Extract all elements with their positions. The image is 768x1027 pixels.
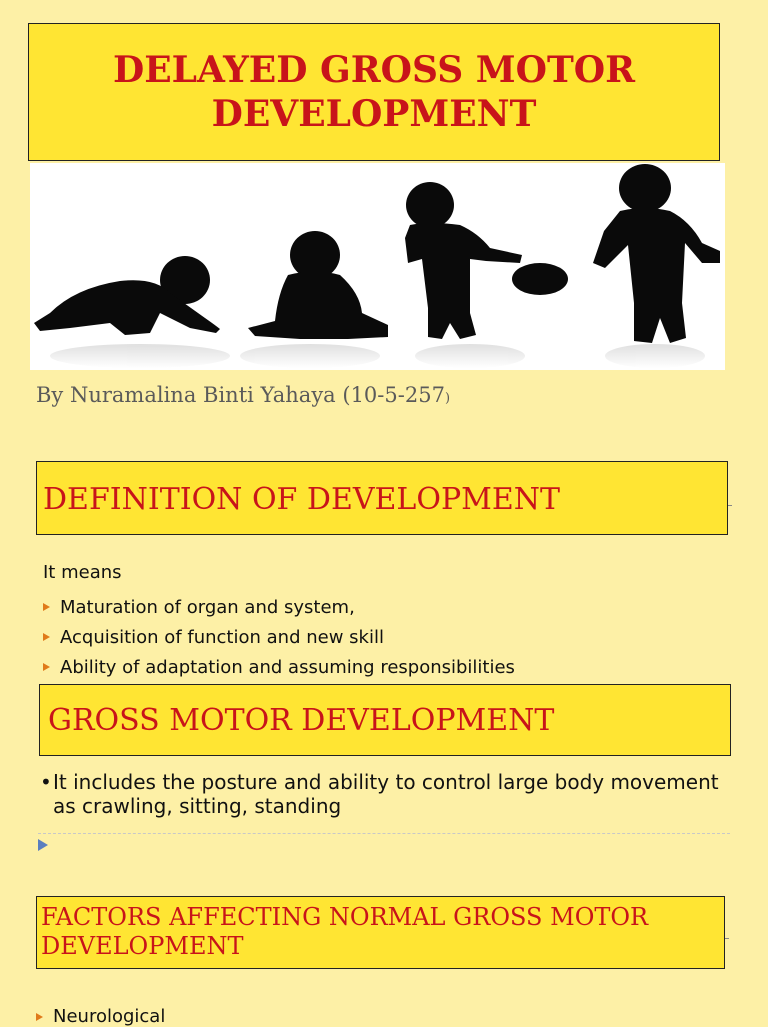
list-item	[43, 592, 515, 622]
sitting-baby-silhouette	[248, 231, 388, 339]
author-byline-text: By Nuramalina Binti Yahaya (10-5-257	[36, 383, 445, 407]
development-stages-illustration	[30, 163, 725, 370]
definition-heading-box	[36, 461, 728, 535]
divider-tick	[728, 505, 732, 506]
gross-motor-heading-box	[39, 684, 731, 756]
reflection-shadows	[50, 344, 705, 368]
list-item	[43, 622, 515, 652]
toddler-with-ball-silhouette	[405, 182, 568, 339]
factors-heading-box	[36, 896, 725, 969]
triangle-bullet-icon	[43, 603, 50, 611]
standing-child-silhouette	[593, 164, 720, 343]
divider-tick	[725, 938, 729, 939]
page-title: DELAYED GROSS MOTOR DEVELOPMENT	[112, 49, 636, 135]
triangle-bullet-icon	[43, 633, 50, 641]
dashed-divider	[38, 833, 730, 834]
gross-motor-heading: GROSS MOTOR DEVELOPMENT	[48, 703, 555, 738]
definition-intro: It means	[43, 562, 122, 583]
title-box	[28, 23, 720, 161]
author-byline	[36, 383, 450, 407]
bullet-dot-icon: •	[40, 770, 52, 794]
child-silhouettes-image	[30, 163, 725, 370]
factors-list-item-text: Neurological	[53, 1006, 166, 1027]
definition-bullet-list	[43, 592, 515, 682]
list-item-text: Maturation of organ and system,	[60, 596, 355, 618]
list-item-text: Ability of adaptation and assuming responsibilities	[60, 656, 515, 678]
gross-motor-bullet	[40, 770, 720, 818]
definition-heading: DEFINITION OF DEVELOPMENT	[43, 482, 561, 517]
list-item-text: Acquisition of function and new skill	[60, 626, 384, 648]
triangle-bullet-icon	[36, 1013, 43, 1021]
triangle-bullet-icon	[43, 663, 50, 671]
gross-motor-bullet-text: It includes the posture and ability to control large body movement as crawling, sitting, standing	[53, 770, 719, 818]
author-byline-tail: )	[444, 391, 451, 406]
play-triangle-icon	[38, 839, 48, 851]
list-item	[43, 652, 515, 682]
crawling-baby-silhouette	[34, 256, 220, 335]
factors-heading: FACTORS AFFECTING NORMAL GROSS MOTOR DEVELOPMENT	[41, 903, 649, 960]
